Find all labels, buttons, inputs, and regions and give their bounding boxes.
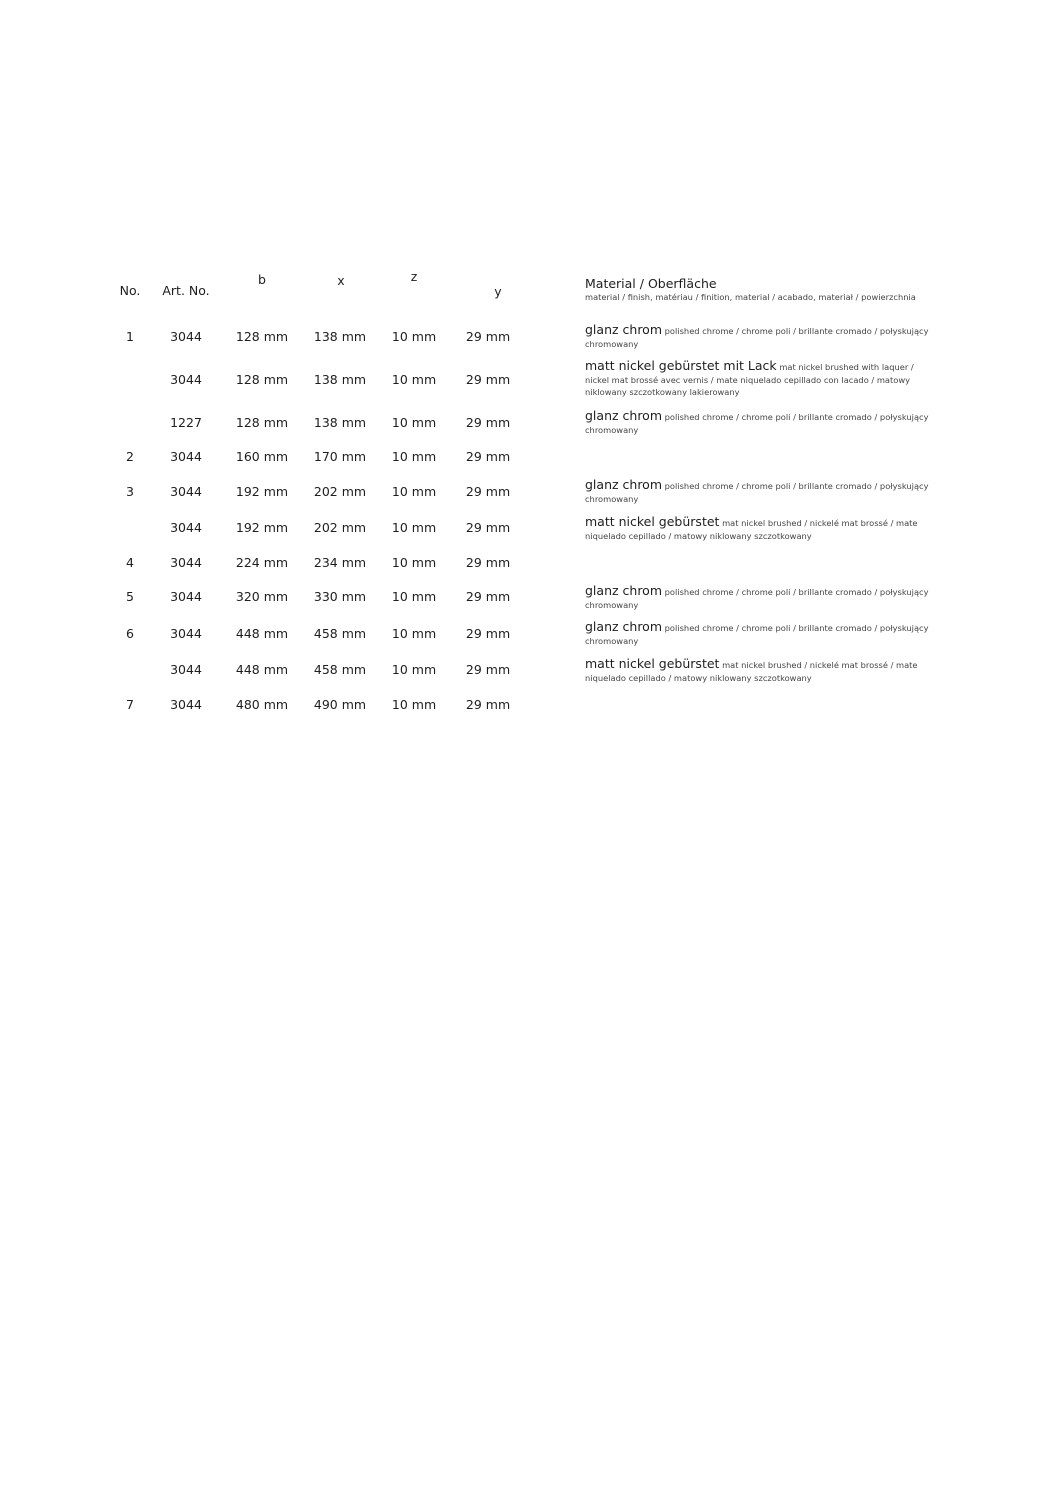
material-secondary: polished chrome / chrome poli / brillante cromado / połyskujący chromowany — [585, 412, 929, 435]
material-primary: matt nickel gebürstet — [585, 514, 720, 529]
row-art-no: 3044 — [170, 589, 202, 604]
row-no: 1 — [126, 329, 134, 344]
row-z: 10 mm — [391, 520, 437, 535]
material-title: Material / Oberfläche — [585, 276, 717, 291]
header-art-no: Art. No. — [162, 283, 210, 298]
material-secondary: polished chrome / chrome poli / brillante cromado / połyskujący chromowany — [585, 481, 929, 504]
row-no: 7 — [126, 697, 134, 712]
row-y: 29 mm — [465, 329, 511, 344]
row-x: 458 mm — [313, 626, 367, 641]
row-b: 320 mm — [235, 589, 289, 604]
row-art-no: 3044 — [170, 520, 202, 535]
row-z: 10 mm — [391, 329, 437, 344]
row-art-no: 3044 — [170, 555, 202, 570]
row-material — [585, 516, 930, 542]
row-material — [585, 410, 930, 436]
material-primary: glanz chrom — [585, 322, 663, 337]
material-secondary: mat nickel brushed / nickelé mat brossé / mate niquelado cepillado / matowy niklowany szczotkowany — [585, 518, 918, 541]
row-b: 192 mm — [235, 484, 289, 499]
row-y: 29 mm — [465, 372, 511, 387]
row-y: 29 mm — [465, 415, 511, 430]
row-material — [585, 479, 930, 505]
row-art-no: 3044 — [170, 662, 202, 677]
row-y: 29 mm — [465, 484, 511, 499]
row-b: 224 mm — [235, 555, 289, 570]
header-y: y — [494, 284, 502, 299]
row-z: 10 mm — [391, 415, 437, 430]
row-x: 202 mm — [313, 484, 367, 499]
material-primary: glanz chrom — [585, 477, 663, 492]
row-z: 10 mm — [391, 662, 437, 677]
row-y: 29 mm — [465, 449, 511, 464]
row-z: 10 mm — [391, 626, 437, 641]
row-x: 234 mm — [313, 555, 367, 570]
row-no: 4 — [126, 555, 134, 570]
header-no: No. — [119, 283, 141, 298]
row-x: 490 mm — [313, 697, 367, 712]
row-no: 6 — [126, 626, 134, 641]
material-primary: matt nickel gebürstet — [585, 656, 720, 671]
row-y: 29 mm — [465, 520, 511, 535]
material-subtitle: material / finish, matériau / finition, material / acabado, materiał / powierzchnia — [585, 292, 916, 302]
row-material — [585, 658, 930, 684]
row-b: 448 mm — [235, 662, 289, 677]
row-y: 29 mm — [465, 589, 511, 604]
row-art-no: 3044 — [170, 484, 202, 499]
row-z: 10 mm — [391, 697, 437, 712]
row-z: 10 mm — [391, 449, 437, 464]
material-secondary: mat nickel brushed with laquer / nickel mat brossé avec vernis / mate niquelado cepillado con lacado / matowy niklowany szczotkowany lakierowany — [585, 362, 914, 397]
row-x: 138 mm — [313, 329, 367, 344]
row-art-no: 3044 — [170, 449, 202, 464]
header-b: b — [258, 272, 266, 287]
header-x: x — [337, 273, 345, 288]
row-art-no: 3044 — [170, 329, 202, 344]
row-x: 330 mm — [313, 589, 367, 604]
row-z: 10 mm — [391, 372, 437, 387]
row-art-no: 3044 — [170, 697, 202, 712]
row-b: 128 mm — [235, 329, 289, 344]
row-b: 192 mm — [235, 520, 289, 535]
header-material — [585, 277, 965, 303]
row-b: 480 mm — [235, 697, 289, 712]
row-no: 3 — [126, 484, 134, 499]
material-secondary: polished chrome / chrome poli / brillante cromado / połyskujący chromowany — [585, 326, 929, 349]
table-row — [0, 698, 1058, 714]
header-z: z — [410, 269, 418, 284]
row-b: 448 mm — [235, 626, 289, 641]
material-primary: matt nickel gebürstet mit Lack — [585, 358, 777, 373]
row-b: 128 mm — [235, 415, 289, 430]
row-no: 2 — [126, 449, 134, 464]
row-art-no: 1227 — [170, 415, 202, 430]
row-y: 29 mm — [465, 555, 511, 570]
row-no: 5 — [126, 589, 134, 604]
row-z: 10 mm — [391, 555, 437, 570]
row-x: 202 mm — [313, 520, 367, 535]
material-primary: glanz chrom — [585, 583, 663, 598]
row-x: 458 mm — [313, 662, 367, 677]
row-y: 29 mm — [465, 662, 511, 677]
row-material — [585, 585, 930, 611]
material-secondary: mat nickel brushed / nickelé mat brossé / mate niquelado cepillado / matowy niklowany szczotkowany — [585, 660, 918, 683]
material-secondary: polished chrome / chrome poli / brillante cromado / połyskujący chromowany — [585, 623, 929, 646]
row-art-no: 3044 — [170, 626, 202, 641]
row-x: 138 mm — [313, 372, 367, 387]
row-material — [585, 324, 930, 350]
row-y: 29 mm — [465, 626, 511, 641]
material-primary: glanz chrom — [585, 619, 663, 634]
material-secondary: polished chrome / chrome poli / brillante cromado / połyskujący chromowany — [585, 587, 929, 610]
row-material — [585, 621, 930, 647]
row-b: 128 mm — [235, 372, 289, 387]
table-row — [0, 450, 1058, 466]
material-primary: glanz chrom — [585, 408, 663, 423]
row-x: 138 mm — [313, 415, 367, 430]
row-art-no: 3044 — [170, 372, 202, 387]
row-z: 10 mm — [391, 484, 437, 499]
table-row — [0, 556, 1058, 572]
row-x: 170 mm — [313, 449, 367, 464]
row-y: 29 mm — [465, 697, 511, 712]
row-z: 10 mm — [391, 589, 437, 604]
row-b: 160 mm — [235, 449, 289, 464]
row-material — [585, 360, 930, 399]
